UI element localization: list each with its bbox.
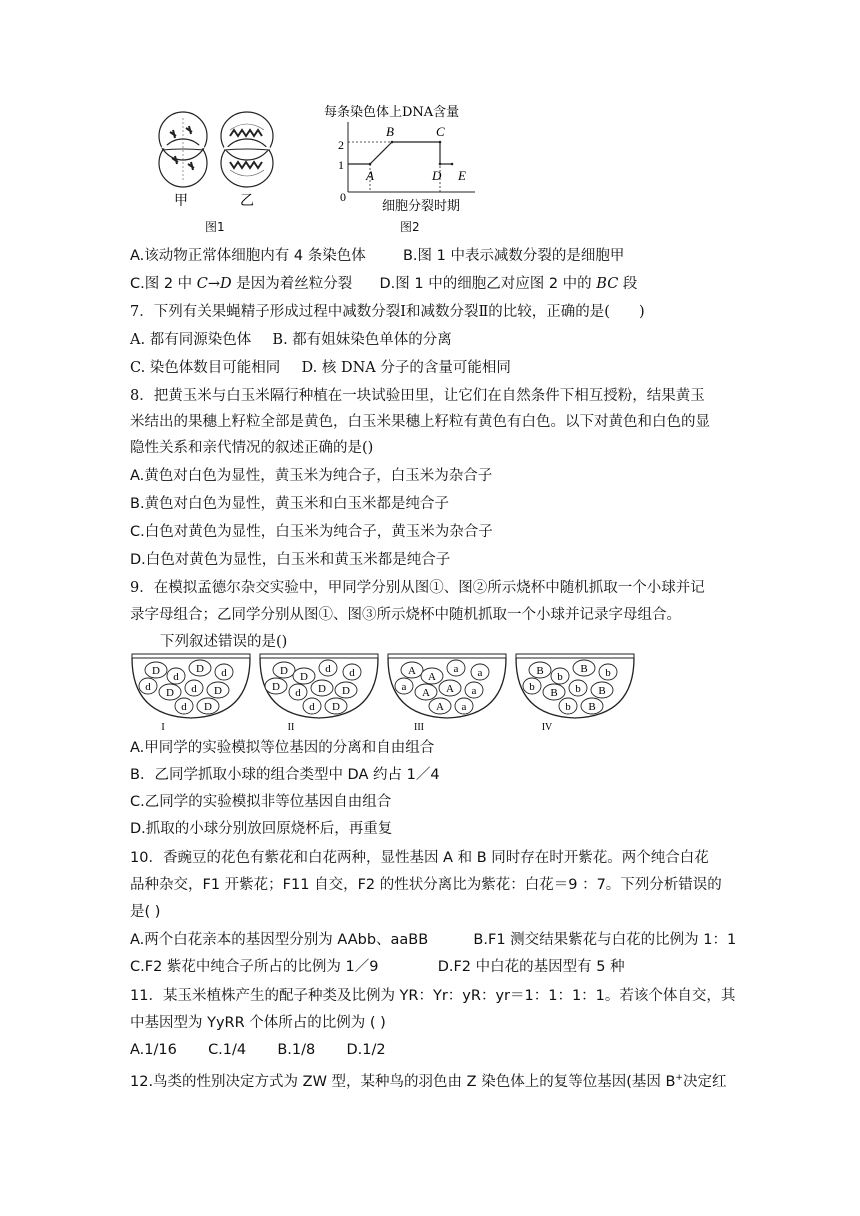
- chart-xlabel: 细胞分裂时期: [382, 199, 461, 214]
- beaker-rim: [388, 654, 506, 658]
- ball-label: b: [557, 671, 563, 683]
- point-label-e: E: [458, 168, 466, 183]
- cell-yi: [221, 112, 273, 187]
- q7-option-c: C. 染色体数目可能相同: [130, 360, 281, 376]
- q10-option-d: D.F2 中白花的基因型有 5 种: [437, 959, 625, 975]
- ball-label: d: [325, 663, 331, 675]
- beaker-label: I: [161, 722, 165, 733]
- q7-stem: 7．下列有关果蝇精子形成过程中减数分裂Ⅰ和减数分裂Ⅱ的比较，正确的是( ): [130, 304, 645, 320]
- ball-label: D: [332, 701, 340, 713]
- ball-label: d: [191, 683, 197, 695]
- ball-label: B: [580, 663, 588, 675]
- ball-label: a: [401, 681, 407, 693]
- data-point: [439, 141, 442, 144]
- cell-jia: [159, 112, 207, 187]
- ball-label: B: [598, 685, 606, 697]
- q6-option-b: B.图 1 中表示减数分裂的是细胞甲: [402, 248, 625, 264]
- ball-label: A: [436, 701, 444, 713]
- q6-option-c: C.图 2 中 C→D 是因为着丝粒分裂: [130, 276, 353, 292]
- ball-label: D: [152, 665, 160, 677]
- q8-option-b: B.黄色对白色为显性，黄玉米和白玉米都是纯合子: [130, 496, 450, 512]
- q11-option-c: C.1/4: [208, 1042, 247, 1058]
- beaker-rim: [132, 654, 250, 658]
- q10-stem-3: 是( ): [130, 904, 161, 920]
- ball-label: D: [196, 663, 204, 675]
- q7-option-d: D. 核 DNA 分子的含量可能相同: [301, 360, 511, 376]
- dna-content-chart: [320, 100, 490, 220]
- ball-label: a: [471, 685, 477, 697]
- q8-option-c: C.白色对黄色为显性，白玉米为纯合子，黄玉米为杂合子: [130, 524, 493, 540]
- ball-label: A: [428, 671, 436, 683]
- q11-stem-1: 11．某玉米植株产生的配子种类及比例为 YR：Yr：yR：yr＝1：1：1：1。若该个体自交，其: [130, 988, 736, 1004]
- q8-option-a: A.黄色对白色为显性，黄玉米为纯合子，白玉米为杂合子: [130, 468, 493, 484]
- q8-stem-1: 8．把黄玉米与白玉米隔行种植在一块试验田里，让它们在自然条件下相互授粉，结果黄玉: [130, 388, 705, 404]
- series-segment: [370, 142, 392, 164]
- ball-label: d: [145, 681, 151, 693]
- ball-label: B: [550, 687, 558, 699]
- ball-label: b: [565, 701, 571, 713]
- ball-label: d: [181, 701, 187, 713]
- ball-label: A: [408, 665, 416, 677]
- ball-label: b: [605, 667, 611, 679]
- q7-option-a: A. 都有同源染色体: [130, 332, 252, 348]
- q10-options-row2: [130, 957, 625, 977]
- beakers-diagram: [130, 652, 640, 734]
- data-point: [451, 163, 454, 166]
- ball-label: D: [204, 701, 212, 713]
- point-label-d: D: [432, 168, 442, 183]
- q11-option-b: B.1/8: [277, 1042, 316, 1058]
- q9-option-c: C.乙同学的实验模拟非等位基因自由组合: [130, 794, 392, 810]
- ball-label: B: [588, 701, 596, 713]
- q9-stem-3: 下列叙述错误的是(): [160, 634, 288, 650]
- y-tick-1: 1: [338, 158, 344, 172]
- ball-label: D: [318, 683, 326, 695]
- q10-option-a: A.两个白花亲本的基因型分别为 AAbb、aaBB: [130, 932, 429, 948]
- cell-jia-label: 甲: [174, 194, 188, 209]
- q6-option-a: A.该动物正常体细胞内有 4 条染色体: [130, 248, 366, 264]
- data-point: [369, 163, 372, 166]
- cell-diagram: [150, 108, 280, 233]
- beaker-4: [516, 654, 634, 733]
- ball-label: a: [477, 667, 483, 679]
- ball-label: d: [295, 687, 301, 699]
- q6-options-row2: [130, 274, 637, 294]
- beaker-1: [132, 654, 250, 733]
- ball-label: A: [446, 683, 454, 695]
- ball-label: A: [422, 687, 430, 699]
- q8-stem-3: 隐性关系和亲代情况的叙述正确的是(): [130, 440, 374, 456]
- q9-stem-2: 录字母组合；乙同学分别从图①、图③所示烧杯中随机抓取一个小球并记录字母组合。: [130, 607, 681, 623]
- q10-options-row1: [130, 930, 736, 950]
- q7-option-b: B. 都有姐妹染色单体的分离: [272, 332, 452, 348]
- beaker-3: [388, 654, 506, 733]
- data-point: [391, 141, 394, 144]
- figure-1: [150, 108, 280, 233]
- q12-stem: 12.鸟类的性别决定方式为 ZW 型，某种鸟的羽色由 Z 染色体上的复等位基因(基因 B+决定红: [130, 1073, 727, 1090]
- q6-options-row1: [130, 246, 624, 266]
- beaker-rim: [260, 654, 378, 658]
- q7-options-row2: [130, 358, 511, 378]
- point-label-a: A: [366, 168, 374, 183]
- y-tick-2: 2: [338, 138, 344, 152]
- ball-label: D: [300, 671, 308, 683]
- q9-stem-1: 9．在模拟孟德尔杂交实验中，甲同学分别从图①、图②所示烧杯中随机抓取一个小球并记: [130, 580, 705, 596]
- q8-option-d: D.白色对黄色为显性，白玉米和黄玉米都是纯合子: [130, 552, 451, 568]
- figure-2-caption: 图2: [400, 220, 420, 234]
- q11-option-a: A.1/16: [130, 1042, 177, 1058]
- cell-yi-label: 乙: [240, 194, 254, 209]
- ball-label: d: [173, 671, 179, 683]
- ball-label: D: [342, 685, 350, 697]
- q9-option-b: B．乙同学抓取小球的组合类型中 DA 约占 1／4: [130, 767, 440, 783]
- figure-2-chart: [320, 100, 490, 220]
- q11-options: [130, 1040, 386, 1060]
- ball-label: a: [453, 663, 459, 675]
- ball-label: D: [166, 687, 174, 699]
- q9-option-a: A.甲同学的实验模拟等位基因的分离和自由组合: [130, 740, 435, 756]
- q7-options-row1: [130, 330, 452, 350]
- q11-option-d: D.1/2: [346, 1042, 386, 1058]
- q8-stem-2: 米结出的果穗上籽粒全部是黄色，白玉米果穗上籽粒有黄色有白色。以下对黄色和白色的显: [130, 414, 710, 430]
- ball-label: D: [280, 665, 288, 677]
- ball-label: a: [461, 701, 467, 713]
- point-label-c: C: [436, 124, 445, 139]
- ball-label: d: [221, 667, 227, 679]
- ball-label: b: [575, 683, 581, 695]
- y-tick-0: 0: [340, 190, 346, 204]
- q10-option-b: B.F1 测交结果紫花与白花的比例为 1：1: [473, 932, 737, 948]
- data-point: [439, 163, 442, 166]
- chart-ylabel: 每条染色体上DNA含量: [324, 105, 460, 120]
- beaker-rim: [516, 654, 634, 658]
- figure-1-caption: 图1: [205, 220, 225, 234]
- beaker-label: III: [414, 722, 424, 733]
- ball-label: D: [214, 685, 222, 697]
- beaker-label: IV: [541, 722, 553, 733]
- ball-label: b: [529, 681, 535, 693]
- ball-label: d: [309, 701, 315, 713]
- beakers-figure: [130, 652, 640, 734]
- beaker-label: II: [287, 722, 295, 733]
- ball-label: D: [272, 681, 280, 693]
- q10-stem-1: 10．香豌豆的花色有紫花和白花两种，显性基因 A 和 B 同时存在时开紫花。两个纯合白花: [130, 850, 709, 866]
- q9-option-d: D.抓取的小球分别放回原烧杯后，再重复: [130, 821, 393, 837]
- q10-option-c: C.F2 紫花中纯合子所占的比例为 1／9: [130, 959, 379, 975]
- ball-label: d: [349, 667, 355, 679]
- point-label-b: B: [386, 124, 394, 139]
- ball-label: B: [536, 665, 544, 677]
- q10-stem-2: 品种杂交，F1 开紫花；F11 自交，F2 的性状分离比为紫花：白花＝9 ：7。下列分析错误的: [130, 877, 722, 893]
- q11-stem-2: 中基因型为 YyRR 个体所占的比例为 ( ): [130, 1015, 386, 1031]
- beaker-2: [260, 654, 378, 733]
- q6-option-d: D.图 1 中的细胞乙对应图 2 中的 BC 段: [379, 276, 638, 292]
